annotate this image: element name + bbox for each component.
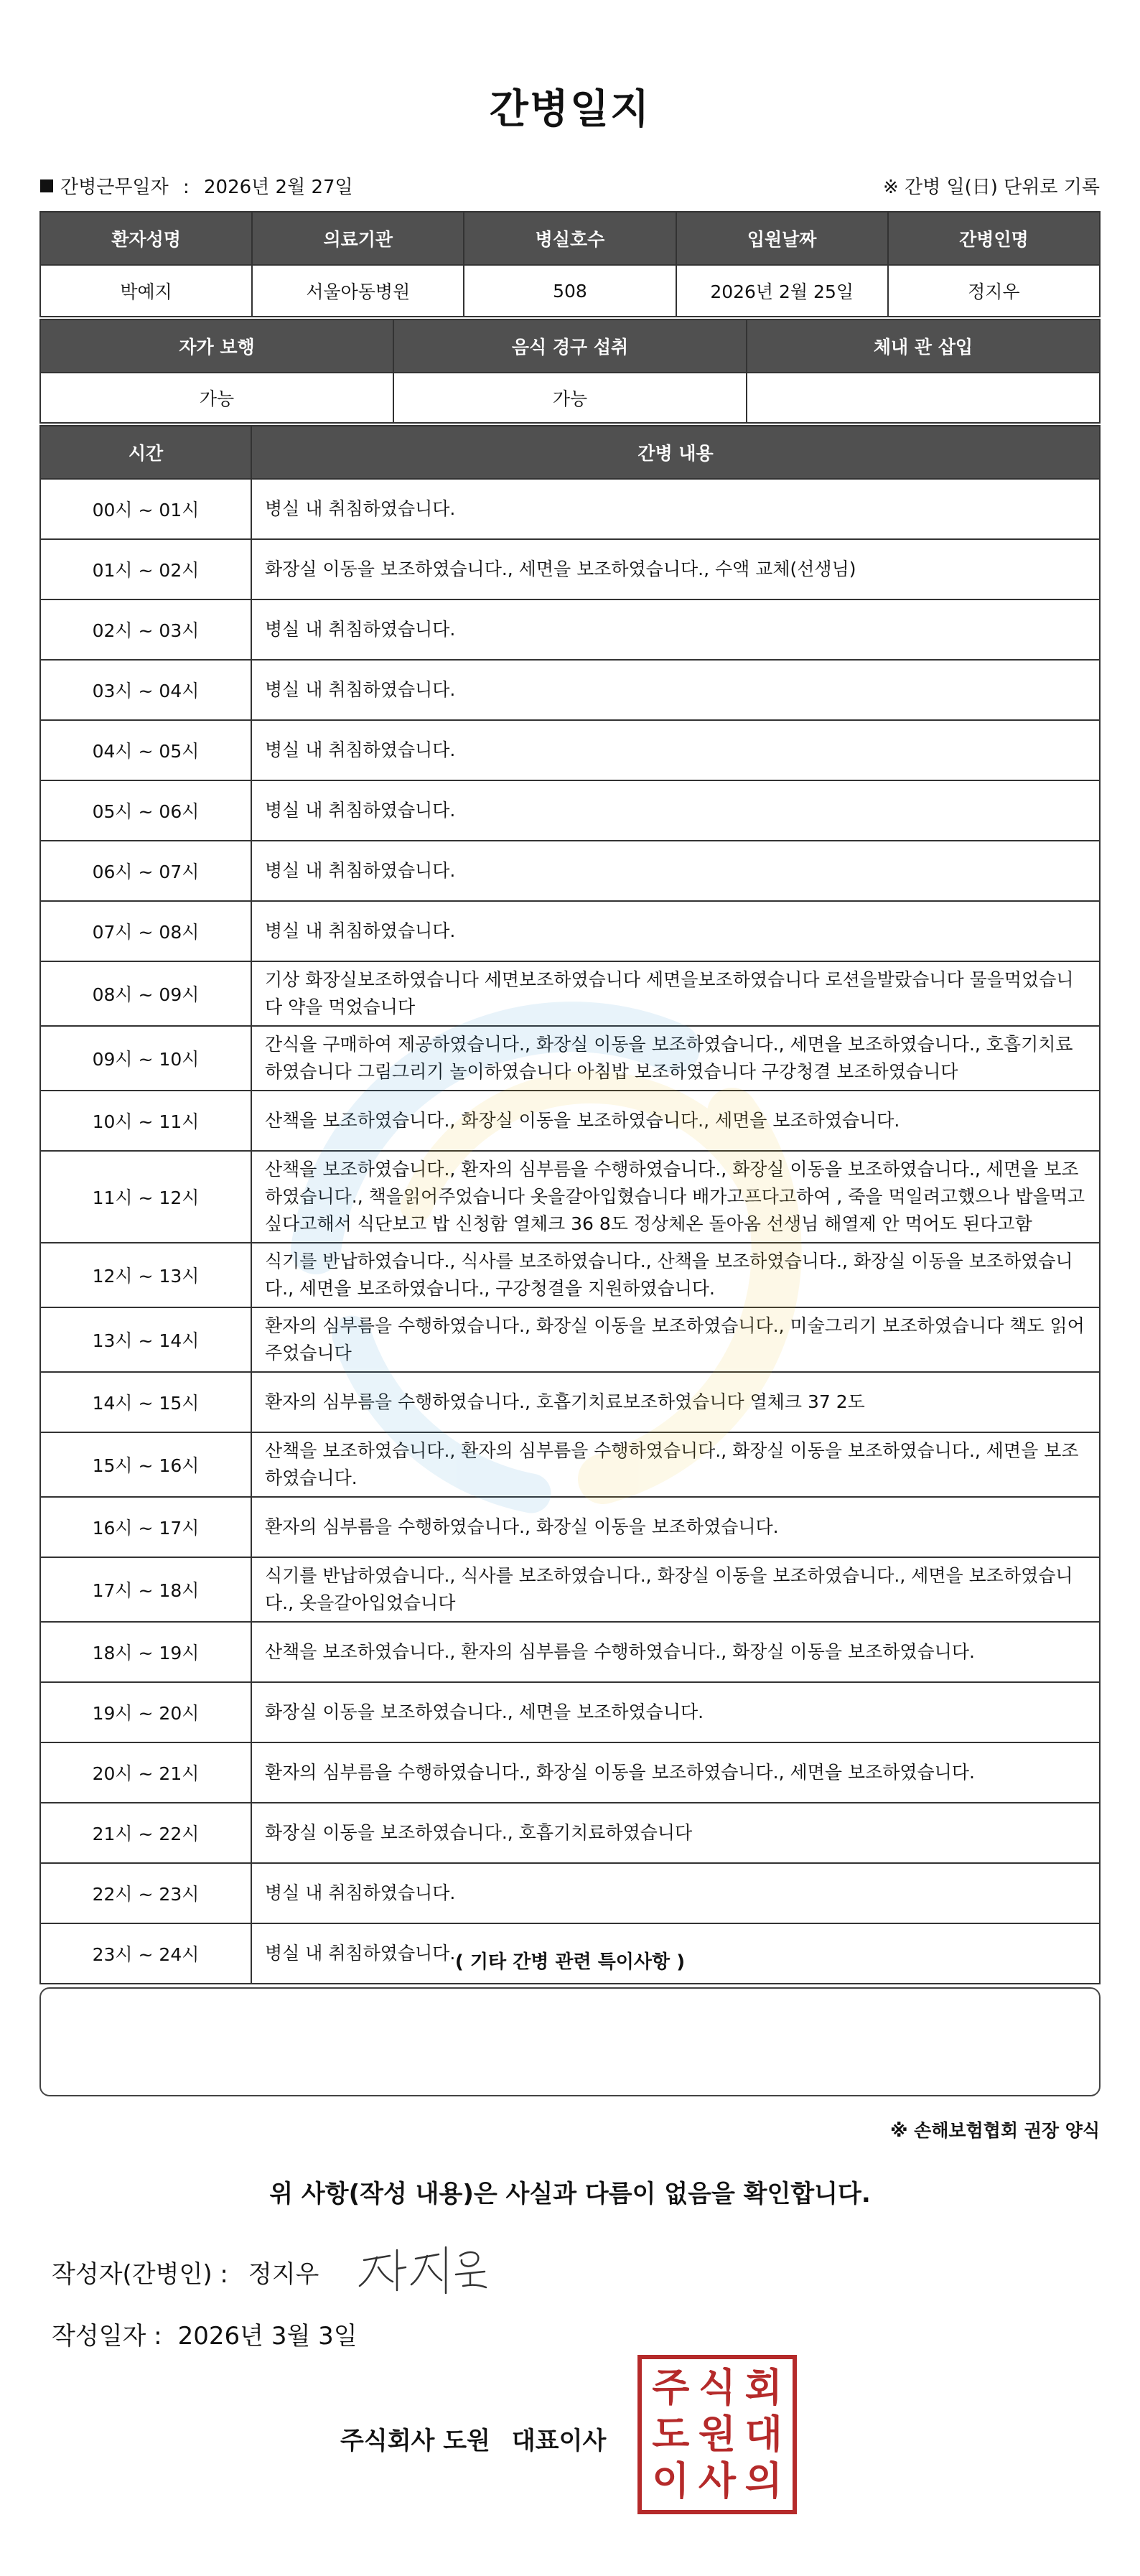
header-caregiver: 간병인명 [888, 212, 1100, 265]
document-title: 간병일지 [489, 86, 651, 133]
special-notes-box [39, 1987, 1101, 2096]
header-admission-date: 입원날짜 [676, 212, 888, 265]
log-row [40, 961, 1100, 1026]
log-time: 01시 ~ 02시 [40, 539, 251, 599]
log-content: 식기를 반납하였습니다., 식사를 보조하였습니다., 화장실 이동을 보조하였습니다., 세면을 보조하였습니다., 옷을갈아입었습니다 [251, 1557, 1100, 1622]
seal-char: 주 [652, 2365, 690, 2411]
log-row [40, 1863, 1100, 1923]
patient-header-row [40, 212, 1100, 265]
patient-info-table [39, 211, 1101, 317]
hospital-name: 서울아동병원 [252, 265, 464, 317]
log-content: 병실 내 취침하였습니다. [251, 479, 1100, 539]
seal-char: 이 [652, 2458, 690, 2503]
patient-name: 박예지 [40, 265, 252, 317]
work-date [40, 172, 353, 199]
seal-char: 원 [698, 2411, 737, 2457]
company-seal-stamp [637, 2355, 797, 2514]
log-time: 08시 ~ 09시 [40, 961, 251, 1026]
log-time: 09시 ~ 10시 [40, 1026, 251, 1091]
log-time: 20시 ~ 21시 [40, 1742, 251, 1803]
header-tube: 체내 관 삽입 [747, 319, 1100, 373]
representative-title: 대표이사 [511, 2427, 607, 2455]
log-time: 04시 ~ 05시 [40, 720, 251, 780]
log-row [40, 1682, 1100, 1742]
log-row [40, 1622, 1100, 1682]
written-date-line [52, 2316, 358, 2351]
log-row [40, 1026, 1100, 1091]
log-time: 11시 ~ 12시 [40, 1151, 251, 1243]
log-header-row [40, 426, 1100, 479]
room-number: 508 [464, 265, 676, 317]
seal-characters [648, 2365, 787, 2504]
log-content: 병실 내 취침하였습니다. [251, 780, 1100, 841]
log-content: 화장실 이동을 보조하였습니다., 세면을 보조하였습니다., 수액 교체(선생님) [251, 539, 1100, 599]
log-time: 19시 ~ 20시 [40, 1682, 251, 1742]
log-time: 02시 ~ 03시 [40, 599, 251, 660]
tube-value [747, 373, 1100, 423]
log-row [40, 1742, 1100, 1803]
oral-intake-value: 가능 [393, 373, 747, 423]
log-time: 13시 ~ 14시 [40, 1307, 251, 1372]
header-walking: 자가 보행 [40, 319, 393, 373]
log-time: 22시 ~ 23시 [40, 1863, 251, 1923]
seal-char: 의 [744, 2458, 782, 2503]
log-time: 06시 ~ 07시 [40, 841, 251, 901]
writer-line [52, 2254, 319, 2290]
square-bullet-icon [40, 179, 53, 192]
work-date-sep: : [182, 177, 190, 198]
log-time: 05시 ~ 06시 [40, 780, 251, 841]
walking-value: 가능 [40, 373, 393, 423]
log-content: 병실 내 취침하였습니다. [251, 841, 1100, 901]
confirmation-statement: 위 사항(작성 내용)은 사실과 다름이 없음을 확인합니다. [269, 2180, 871, 2208]
log-time: 03시 ~ 04시 [40, 660, 251, 720]
log-row [40, 1557, 1100, 1622]
log-content: 병실 내 취침하였습니다. [251, 901, 1100, 961]
log-row [40, 1091, 1100, 1151]
log-row [40, 1372, 1100, 1432]
written-date-value: 2026년 3월 3일 [177, 2322, 358, 2351]
seal-char: 식 [698, 2365, 737, 2411]
log-row [40, 841, 1100, 901]
log-row [40, 780, 1100, 841]
header-hospital: 의료기관 [252, 212, 464, 265]
work-date-label: 간병근무일자 [60, 177, 169, 198]
header-time: 시간 [40, 426, 251, 479]
signature-image [355, 2240, 492, 2305]
header-patient-name: 환자성명 [40, 212, 252, 265]
seal-char: 사 [698, 2458, 737, 2503]
work-date-value: 2026년 2월 27일 [204, 177, 353, 198]
log-row [40, 660, 1100, 720]
log-row [40, 720, 1100, 780]
log-content: 환자의 심부름을 수행하였습니다., 화장실 이동을 보조하였습니다., 세면을 보조하였습니다. [251, 1742, 1100, 1803]
ability-header-row [40, 319, 1100, 373]
company-name: 주식회사 도원 [340, 2427, 490, 2455]
log-row [40, 599, 1100, 660]
log-content: 산책을 보조하였습니다., 환자의 심부름을 수행하였습니다., 화장실 이동을 보조하였습니다., 세면을 보조하였습니다., 책을읽어주었습니다 옷을갈아입혔습니다 배가고프다고하여 , 죽을 먹일려고했으나 밥을먹고싶다고해서 식단보고 밥 신청함 열체크 36 8도 정상체온 돌아옴 선생님 해열제 안 먹어도 된다고함 [251, 1151, 1100, 1243]
header-room: 병실호수 [464, 212, 676, 265]
log-time: 14시 ~ 15시 [40, 1372, 251, 1432]
log-content: 화장실 이동을 보조하였습니다., 세면을 보조하였습니다. [251, 1682, 1100, 1742]
log-content: 간식을 구매하여 제공하였습니다., 화장실 이동을 보조하였습니다., 세면을 보조하였습니다., 호흡기치료하였습니다 그림그리기 놀이하였습니다 아침밥 보조하였습니다 구강청결 보조하였습니다 [251, 1026, 1100, 1091]
unit-note: ※ 간병 일(日) 단위로 기록 [882, 177, 1100, 198]
log-time: 10시 ~ 11시 [40, 1091, 251, 1151]
log-content: 환자의 심부름을 수행하였습니다., 화장실 이동을 보조하였습니다., 미술그리기 보조하였습니다 책도 읽어주었습니다 [251, 1307, 1100, 1372]
log-row [40, 1432, 1100, 1497]
log-content: 식기를 반납하였습니다., 식사를 보조하였습니다., 산책을 보조하였습니다., 화장실 이동을 보조하였습니다., 세면을 보조하였습니다., 구강청결을 지원하였습니다. [251, 1243, 1100, 1307]
header-care-content: 간병 내용 [251, 426, 1100, 479]
seal-char: 도 [652, 2411, 690, 2457]
log-time: 16시 ~ 17시 [40, 1497, 251, 1557]
written-date-label: 작성일자 : [52, 2322, 162, 2351]
seal-char: 대 [744, 2411, 782, 2457]
seal-char: 회 [744, 2365, 782, 2411]
log-time: 17시 ~ 18시 [40, 1557, 251, 1622]
log-content: 산책을 보조하였습니다., 환자의 심부름을 수행하였습니다., 화장실 이동을 보조하였습니다. [251, 1622, 1100, 1682]
header-oral-intake: 음식 경구 섭취 [393, 319, 747, 373]
log-content: 산책을 보조하였습니다., 환자의 심부름을 수행하였습니다., 화장실 이동을 보조하였습니다., 세면을 보조하였습니다. [251, 1432, 1100, 1497]
log-row [40, 1803, 1100, 1863]
log-row [40, 539, 1100, 599]
log-content: 환자의 심부름을 수행하였습니다., 화장실 이동을 보조하였습니다. [251, 1497, 1100, 1557]
log-content: 병실 내 취침하였습니다. [251, 1923, 1100, 1984]
log-row [40, 1307, 1100, 1372]
log-row [40, 1243, 1100, 1307]
ability-value-row [40, 373, 1100, 423]
log-content: 병실 내 취침하였습니다. [251, 660, 1100, 720]
log-time: 15시 ~ 16시 [40, 1432, 251, 1497]
log-content: 병실 내 취침하였습니다. [251, 1863, 1100, 1923]
company-line [340, 2421, 606, 2456]
log-time: 07시 ~ 08시 [40, 901, 251, 961]
writer-name: 정지우 [248, 2260, 319, 2289]
log-row [40, 1151, 1100, 1243]
ability-table [39, 319, 1101, 424]
log-content: 화장실 이동을 보조하였습니다., 호흡기치료하였습니다 [251, 1803, 1100, 1863]
log-time: 12시 ~ 13시 [40, 1243, 251, 1307]
log-content: 병실 내 취침하였습니다. [251, 599, 1100, 660]
admission-date: 2026년 2월 25일 [676, 265, 888, 317]
log-time: 00시 ~ 01시 [40, 479, 251, 539]
log-time: 23시 ~ 24시 [40, 1923, 251, 1984]
patient-value-row [40, 265, 1100, 317]
care-log-table [39, 425, 1101, 1984]
special-notes-title: ( 기타 간병 관련 특이사항 ) [454, 1951, 686, 1973]
log-content: 병실 내 취침하였습니다. [251, 720, 1100, 780]
log-content: 산책을 보조하였습니다., 화장실 이동을 보조하였습니다., 세면을 보조하였습니다. [251, 1091, 1100, 1151]
caregiver-name: 정지우 [888, 265, 1100, 317]
log-row [40, 901, 1100, 961]
log-time: 21시 ~ 22시 [40, 1803, 251, 1863]
log-row [40, 1497, 1100, 1557]
recommended-form-note: ※ 손해보험협회 권장 양식 [890, 2120, 1100, 2141]
writer-label: 작성자(간병인) : [52, 2260, 228, 2289]
log-content: 기상 화장실보조하였습니다 세면보조하였습니다 세면을보조하였습니다 로션을발랐습니다 물을먹었습니다 약을 먹었습니다 [251, 961, 1100, 1026]
log-row [40, 479, 1100, 539]
log-content: 환자의 심부름을 수행하였습니다., 호흡기치료보조하였습니다 열체크 37 2도 [251, 1372, 1100, 1432]
log-time: 18시 ~ 19시 [40, 1622, 251, 1682]
